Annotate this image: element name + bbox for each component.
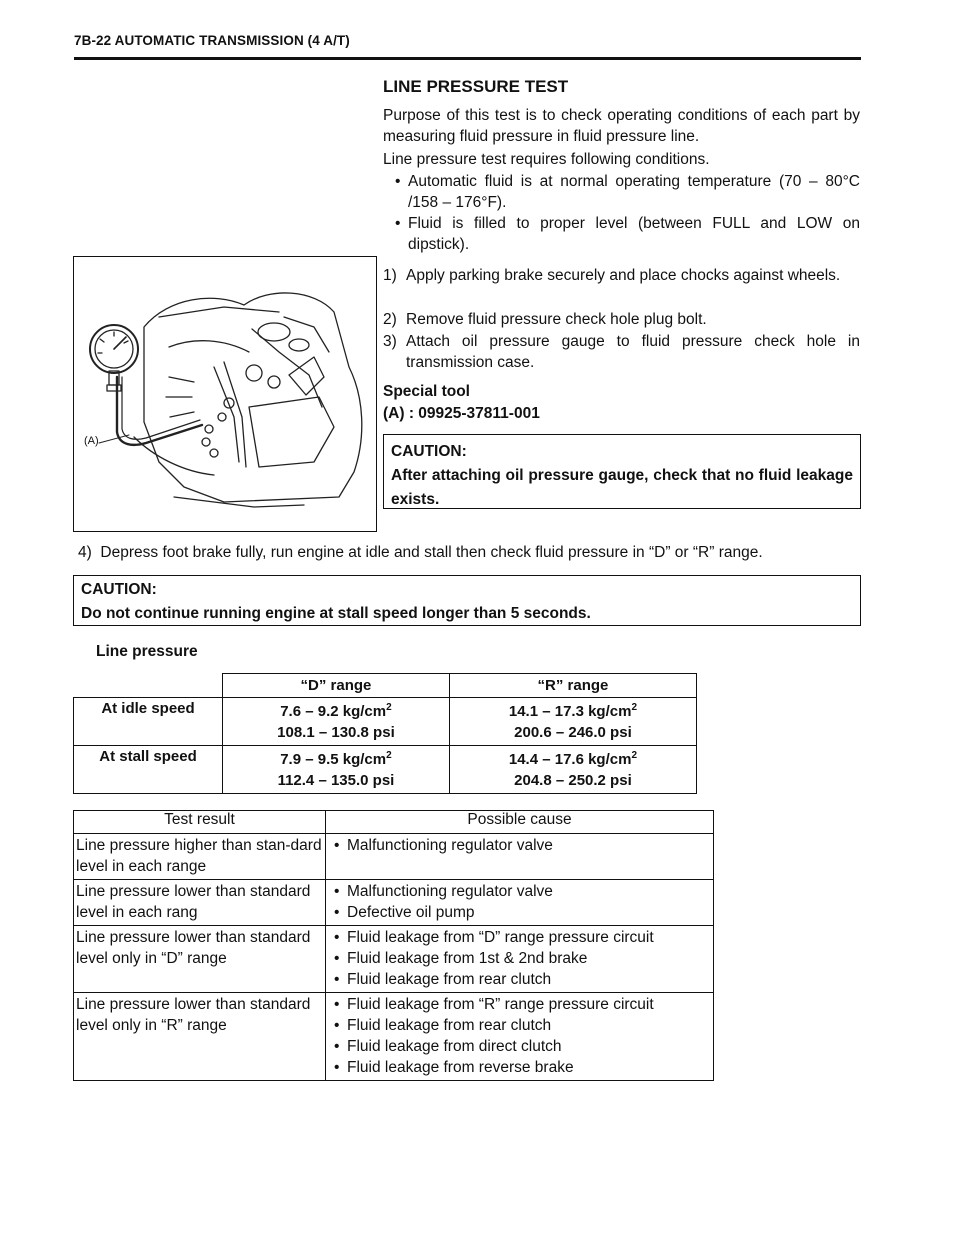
cause-text: Fluid leakage from 1st & 2nd brake bbox=[347, 950, 588, 967]
cause-text: Fluid leakage from reverse brake bbox=[347, 1059, 574, 1076]
special-tool-heading: Special tool bbox=[383, 383, 470, 400]
step-number: 3) bbox=[383, 333, 397, 350]
table-row bbox=[74, 926, 714, 993]
cause-text: Malfunctioning regulator valve bbox=[347, 837, 553, 854]
table-header-row bbox=[74, 811, 714, 834]
cause-text: Fluid leakage from “D” range pressure circuit bbox=[347, 929, 654, 946]
cause-item bbox=[334, 881, 711, 902]
cause-item bbox=[334, 1015, 711, 1036]
cause-text: Defective oil pump bbox=[347, 904, 475, 921]
procedure-step bbox=[383, 265, 860, 286]
step-number: 4) bbox=[78, 544, 92, 561]
cause-text: Fluid leakage from rear clutch bbox=[347, 971, 552, 988]
cause-text: Fluid leakage from rear clutch bbox=[347, 1017, 552, 1034]
cause-item bbox=[334, 927, 711, 948]
line-pressure-table bbox=[73, 673, 697, 794]
table-row bbox=[74, 698, 697, 746]
pressure-kg: 14.1 – 17.3 kg/cm bbox=[508, 703, 632, 720]
requirement-text: Line pressure test requires following conditions. bbox=[383, 151, 710, 168]
page-header-title: 7B-22 AUTOMATIC TRANSMISSION (4 A/T) bbox=[74, 33, 350, 48]
pressure-kg: 7.6 – 9.2 kg/cm bbox=[280, 703, 387, 720]
possible-cause-cell bbox=[326, 834, 714, 880]
cause-text: Fluid leakage from “R” range pressure circuit bbox=[347, 996, 654, 1013]
step-text: Remove fluid pressure check hole plug bolt. bbox=[406, 311, 707, 328]
row-label-stall: At stall speed bbox=[74, 746, 223, 794]
superscript: 2 bbox=[386, 702, 392, 713]
table-row bbox=[74, 993, 714, 1081]
special-tool-number: (A) : 09925-37811-001 bbox=[383, 405, 540, 422]
line-pressure-label: Line pressure bbox=[96, 643, 198, 660]
step-text: Attach oil pressure gauge to fluid pressure check hole in transmission case. bbox=[406, 333, 860, 371]
bullet-glyph: • bbox=[334, 929, 340, 946]
cause-item bbox=[334, 948, 711, 969]
pressure-psi: 200.6 – 246.0 psi bbox=[514, 724, 632, 741]
possible-cause-cell bbox=[326, 926, 714, 993]
bullet-glyph: • bbox=[334, 971, 340, 988]
bullet-glyph: • bbox=[395, 215, 401, 232]
bullet-glyph: • bbox=[334, 1017, 340, 1034]
cause-item bbox=[334, 1036, 711, 1057]
test-result-cell: Line pressure lower than standard level only in “R” range bbox=[74, 993, 326, 1081]
bullet-glyph: • bbox=[334, 1038, 340, 1055]
procedure-step bbox=[383, 331, 860, 373]
caution-box-stall bbox=[73, 575, 861, 626]
cause-text: Malfunctioning regulator valve bbox=[347, 883, 553, 900]
intro-paragraph: Purpose of this test is to check operating conditions of each part by measuring fluid pressure in fluid pressure line. bbox=[383, 107, 860, 145]
d-range-stall-value bbox=[223, 746, 450, 794]
procedure-step bbox=[383, 309, 860, 330]
possible-cause-cell bbox=[326, 880, 714, 926]
bullet-glyph: • bbox=[334, 996, 340, 1013]
superscript: 2 bbox=[386, 750, 392, 761]
bullet-glyph: • bbox=[334, 883, 340, 900]
procedure-step-4 bbox=[78, 542, 868, 563]
section-title: LINE PRESSURE TEST bbox=[383, 77, 569, 96]
table-corner-cell bbox=[74, 674, 223, 698]
bullet-glyph: • bbox=[334, 1059, 340, 1076]
superscript: 2 bbox=[631, 750, 638, 761]
d-range-idle-value bbox=[223, 698, 450, 746]
cause-item bbox=[334, 994, 711, 1015]
pressure-kg: 7.9 – 9.5 kg/cm bbox=[280, 751, 387, 768]
figure-label-a: (A) bbox=[84, 435, 99, 447]
superscript: 2 bbox=[631, 702, 638, 713]
r-range-idle-value bbox=[449, 698, 696, 746]
bullet-glyph: • bbox=[395, 173, 401, 190]
bullet-glyph: • bbox=[334, 950, 340, 967]
cause-item bbox=[334, 902, 711, 923]
condition-bullet-text: Fluid is filled to proper level (between FULL and LOW on dipstick). bbox=[408, 215, 860, 253]
step-text: Apply parking brake securely and place chocks against wheels. bbox=[406, 267, 841, 284]
caution-box-gauge bbox=[383, 434, 861, 509]
pressure-gauge-figure bbox=[73, 256, 377, 532]
cause-item bbox=[334, 1057, 711, 1078]
pressure-kg: 14.4 – 17.6 kg/cm bbox=[508, 751, 632, 768]
condition-bullet-text: Automatic fluid is at normal operating temperature (70 – 80°C /158 – 176°F). bbox=[408, 173, 860, 211]
test-result-cell: Line pressure lower than standard level only in “D” range bbox=[74, 926, 326, 993]
caution-title: CAUTION: bbox=[81, 581, 157, 598]
column-header-possible-cause: Possible cause bbox=[326, 811, 714, 834]
test-result-cell: Line pressure lower than standard level in each rang bbox=[74, 880, 326, 926]
pressure-psi: 108.1 – 130.8 psi bbox=[277, 724, 395, 741]
column-header-d: “D” range bbox=[223, 674, 450, 698]
row-label-idle: At idle speed bbox=[74, 698, 223, 746]
transmission-illustration bbox=[74, 257, 376, 531]
condition-bullet bbox=[395, 213, 860, 255]
step-number: 1) bbox=[383, 267, 397, 284]
r-range-stall-value bbox=[449, 746, 696, 794]
test-result-table bbox=[73, 810, 714, 1081]
cause-item bbox=[334, 835, 711, 856]
table-row bbox=[74, 834, 714, 880]
caution-title: CAUTION: bbox=[391, 443, 467, 460]
step-number: 2) bbox=[383, 311, 397, 328]
header-rule bbox=[74, 57, 861, 60]
step-text: Depress foot brake fully, run engine at idle and stall then check fluid pressure in “D” or “R” range. bbox=[100, 544, 763, 561]
pressure-psi: 112.4 – 135.0 psi bbox=[277, 772, 395, 789]
bullet-glyph: • bbox=[334, 837, 340, 854]
condition-bullet bbox=[395, 171, 860, 213]
caution-text: Do not continue running engine at stall speed longer than 5 seconds. bbox=[81, 605, 591, 622]
possible-cause-cell bbox=[326, 993, 714, 1081]
pressure-psi: 204.8 – 250.2 psi bbox=[514, 772, 632, 789]
bullet-glyph: • bbox=[334, 904, 340, 921]
cause-text: Fluid leakage from direct clutch bbox=[347, 1038, 562, 1055]
table-header-row bbox=[74, 674, 697, 698]
test-result-cell: Line pressure higher than stan-dard level in each range bbox=[74, 834, 326, 880]
column-header-test-result: Test result bbox=[74, 811, 326, 834]
table-row bbox=[74, 746, 697, 794]
cause-item bbox=[334, 969, 711, 990]
caution-text: After attaching oil pressure gauge, check that no fluid leakage exists. bbox=[391, 467, 853, 508]
column-header-r: “R” range bbox=[449, 674, 696, 698]
table-row bbox=[74, 880, 714, 926]
